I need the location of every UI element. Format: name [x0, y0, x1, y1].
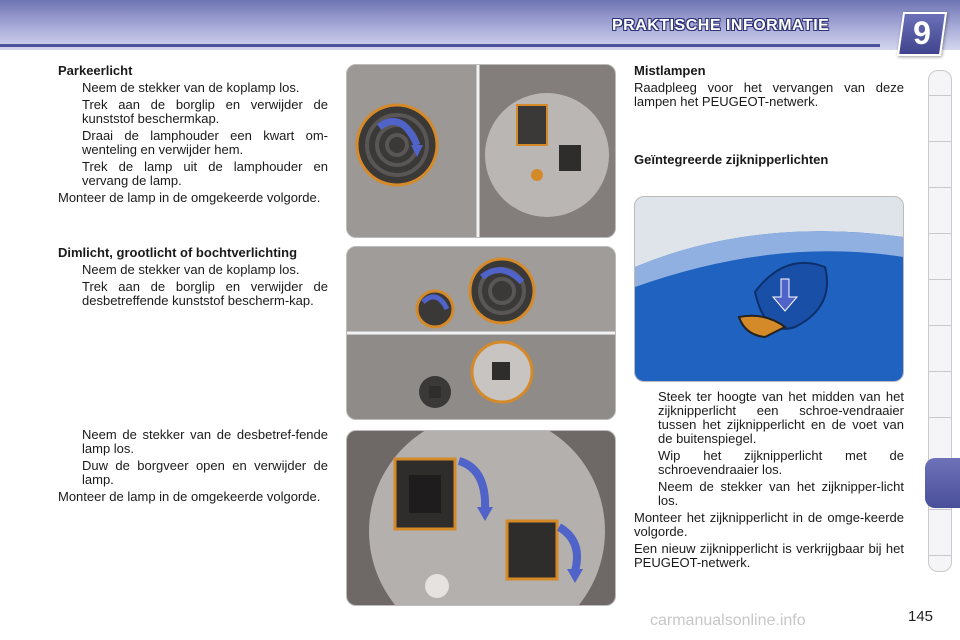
figure-dimlicht [346, 246, 616, 420]
section-parkeerlicht [58, 64, 328, 208]
closing-text: Een nieuw zijknipperlicht is verkrijgbaar bij het PEUGEOT-netwerk. [634, 541, 904, 570]
heading-parkeerlicht: Parkeerlicht [58, 63, 133, 78]
figure-lamp [346, 430, 616, 606]
list-item: Steek ter hoogte van het midden van het zijknipperlicht een schroe-vendraaier tussen het zijknipperlicht en de voet van de buitenspiegel. [658, 389, 904, 446]
headlamp-rear-illustration [347, 65, 615, 237]
list-item: Neem de stekker van het zijknipper-licht los. [658, 479, 904, 508]
section-dimlicht [58, 246, 328, 311]
list-item: Trek aan de borglip en verwijder de kunststof beschermkap. [82, 97, 328, 126]
heading-zijknipper: Geïntegreerde zijknipperlichten [634, 152, 829, 167]
list-item: Neem de stekker van de desbetref-fende lamp los. [82, 427, 328, 456]
tab-divider [929, 187, 951, 188]
section-lamp [58, 428, 328, 507]
tab-divider [929, 509, 951, 510]
tab-divider [929, 325, 951, 326]
chapter-number: 9 [913, 15, 931, 51]
tab-divider [929, 555, 951, 556]
headlamp-covers-illustration [347, 247, 615, 419]
mirror-indicator-illustration [635, 197, 903, 381]
mistlampen-text: Raadpleeg voor het vervangen van deze lampen het PEUGEOT-netwerk. [634, 80, 904, 109]
closing-text: Monteer de lamp in de omgekeerde volgorde. [58, 190, 321, 205]
tab-divider [929, 233, 951, 234]
bulb-holder-illustration [347, 431, 615, 605]
heading-mistlampen: Mistlampen [634, 63, 706, 78]
closing-text: Monteer het zijknipperlicht in de omge-keerde volgorde. [634, 510, 904, 539]
list-item: Neem de stekker van de koplamp los. [82, 262, 300, 277]
figure-parkeerlicht [346, 64, 616, 238]
tab-divider [929, 371, 951, 372]
chapter-badge [897, 12, 947, 56]
tab-divider [929, 141, 951, 142]
header-rule [0, 44, 880, 47]
list-item: Wip het zijknipperlicht met de schroevendraaier los. [658, 448, 904, 477]
list-item: Neem de stekker van de koplamp los. [82, 80, 300, 95]
heading-dimlicht: Dimlicht, grootlicht of bochtverlichting [58, 245, 298, 260]
section-mistlampen [634, 64, 904, 112]
tab-divider [929, 279, 951, 280]
section-zijknipper [634, 390, 904, 573]
figure-zijknipper [634, 196, 904, 382]
list-item: Draai de lamphouder een kwart om-wenteling en verwijder hem. [82, 128, 328, 157]
heading-zijknipper-wrap [634, 153, 904, 170]
tab-divider [929, 417, 951, 418]
list-item: Trek aan de borglip en verwijder de desbetreffende kunststof bescherm-kap. [82, 279, 328, 308]
tab-divider [929, 95, 951, 96]
active-chapter-tab[interactable] [925, 458, 960, 508]
closing-text: Monteer de lamp in de omgekeerde volgorde. [58, 489, 321, 504]
watermark: carmanualsonline.info [650, 612, 806, 629]
list-item: Trek de lamp uit de lamphouder en vervang de lamp. [82, 159, 328, 188]
page-number: 145 [908, 608, 934, 625]
list-item: Duw de borgveer open en verwijder de lamp. [82, 458, 328, 487]
section-title: PRAKTISCHE INFORMATIE [612, 17, 830, 34]
